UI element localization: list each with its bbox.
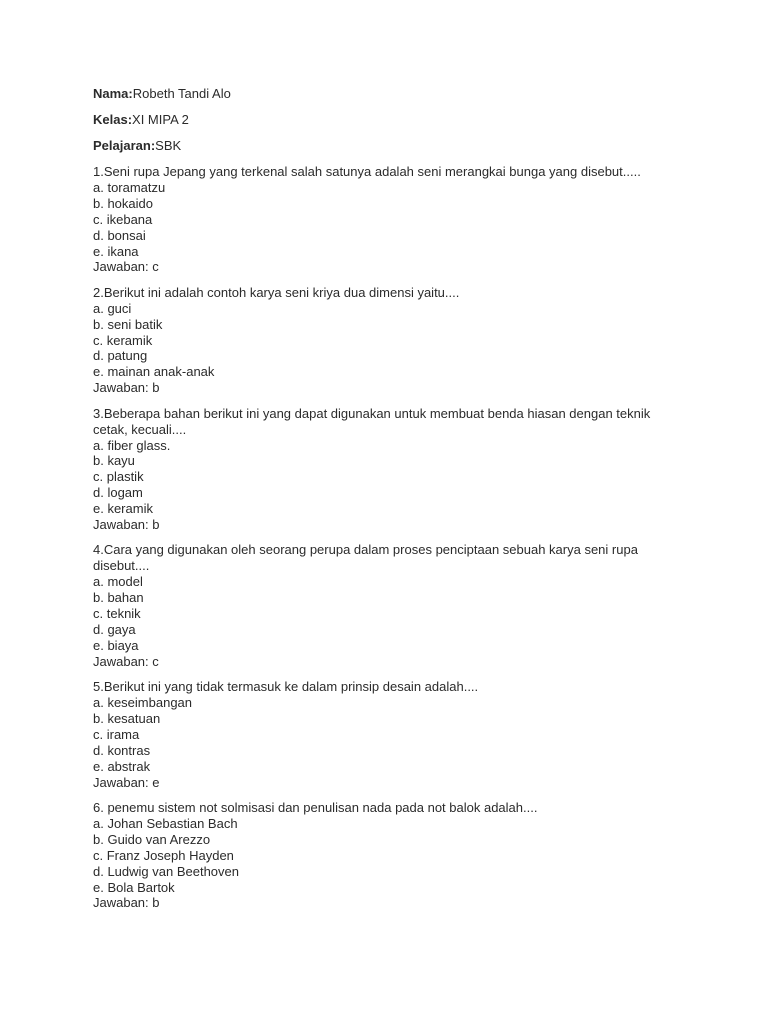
answer-option: c. irama	[93, 726, 140, 742]
answer-key: Jawaban: b	[93, 380, 160, 396]
subject-value: SBK	[155, 138, 182, 153]
question-block	[93, 800, 713, 911]
subject-field	[93, 138, 713, 154]
answer-option: a. model	[93, 574, 143, 590]
question-text: cetak, kecuali....	[93, 421, 187, 437]
answer-option: a. keseimbangan	[93, 695, 193, 711]
answer-option: e. biaya	[93, 637, 139, 653]
answer-option: b. Guido van Arezzo	[93, 831, 211, 847]
answer-key: Jawaban: c	[93, 653, 159, 669]
question-block	[93, 164, 713, 275]
answer-option: b. kayu	[93, 453, 135, 469]
answer-key: Jawaban: b	[93, 517, 160, 533]
answer-option: c. plastik	[93, 469, 144, 485]
class-field	[93, 112, 713, 128]
question-block	[93, 542, 713, 669]
answer-option: b. bahan	[93, 590, 144, 606]
answer-option: e. mainan anak-anak	[93, 364, 215, 380]
question-text: disebut....	[93, 558, 150, 574]
subject-label: Pelajaran:	[93, 138, 156, 153]
answer-option: e. ikana	[93, 243, 139, 259]
class-label: Kelas:	[93, 112, 133, 127]
question-block	[93, 679, 713, 790]
answer-option: c. teknik	[93, 606, 141, 622]
answer-key: Jawaban: b	[93, 895, 160, 911]
answer-option: b. seni batik	[93, 316, 163, 332]
question-block	[93, 406, 713, 533]
answer-option: e. keramik	[93, 501, 153, 517]
answer-option: a. toramatzu	[93, 179, 166, 195]
answer-option: d. kontras	[93, 742, 151, 758]
answer-option: e. abstrak	[93, 758, 151, 774]
class-value: XI MIPA 2	[132, 112, 189, 127]
answer-key: Jawaban: e	[93, 774, 160, 790]
answer-option: d. patung	[93, 348, 148, 364]
question-text: 6. penemu sistem not solmisasi dan penulisan nada pada not balok adalah....	[93, 800, 538, 816]
question-text: 5.Berikut ini yang tidak termasuk ke dalam prinsip desain adalah....	[93, 679, 479, 695]
question-text: 4.Cara yang digunakan oleh seorang perupa dalam proses penciptaan sebuah karya seni rupa	[93, 542, 638, 558]
name-label: Nama:	[93, 86, 133, 101]
answer-option: d. logam	[93, 485, 143, 501]
name-value: Robeth Tandi Alo	[132, 86, 231, 101]
answer-option: a. fiber glass.	[93, 437, 171, 453]
answer-option: d. Ludwig van Beethoven	[93, 863, 239, 879]
question-block	[93, 285, 713, 396]
answer-option: a. guci	[93, 300, 132, 316]
question-list	[93, 164, 713, 911]
name-field	[93, 86, 713, 102]
question-text: 3.Beberapa bahan berikut ini yang dapat digunakan untuk membuat benda hiasan dengan teknik	[93, 405, 651, 421]
answer-option: e. Bola Bartok	[93, 879, 175, 895]
document-page	[93, 86, 713, 921]
answer-option: c. Franz Joseph Hayden	[93, 847, 234, 863]
answer-option: d. bonsai	[93, 227, 146, 243]
answer-key: Jawaban: c	[93, 259, 159, 275]
answer-option: b. kesatuan	[93, 711, 161, 726]
question-text: 1.Seni rupa Jepang yang terkenal salah satunya adalah seni merangkai bunga yang disebut.....	[93, 164, 641, 179]
answer-option: c. keramik	[93, 332, 153, 348]
answer-option: b. hokaido	[93, 195, 153, 211]
answer-option: c. ikebana	[93, 211, 153, 227]
answer-option: d. gaya	[93, 621, 136, 637]
question-text: 2.Berikut ini adalah contoh karya seni kriya dua dimensi yaitu....	[93, 284, 460, 300]
answer-option: a. Johan Sebastian Bach	[93, 815, 238, 831]
